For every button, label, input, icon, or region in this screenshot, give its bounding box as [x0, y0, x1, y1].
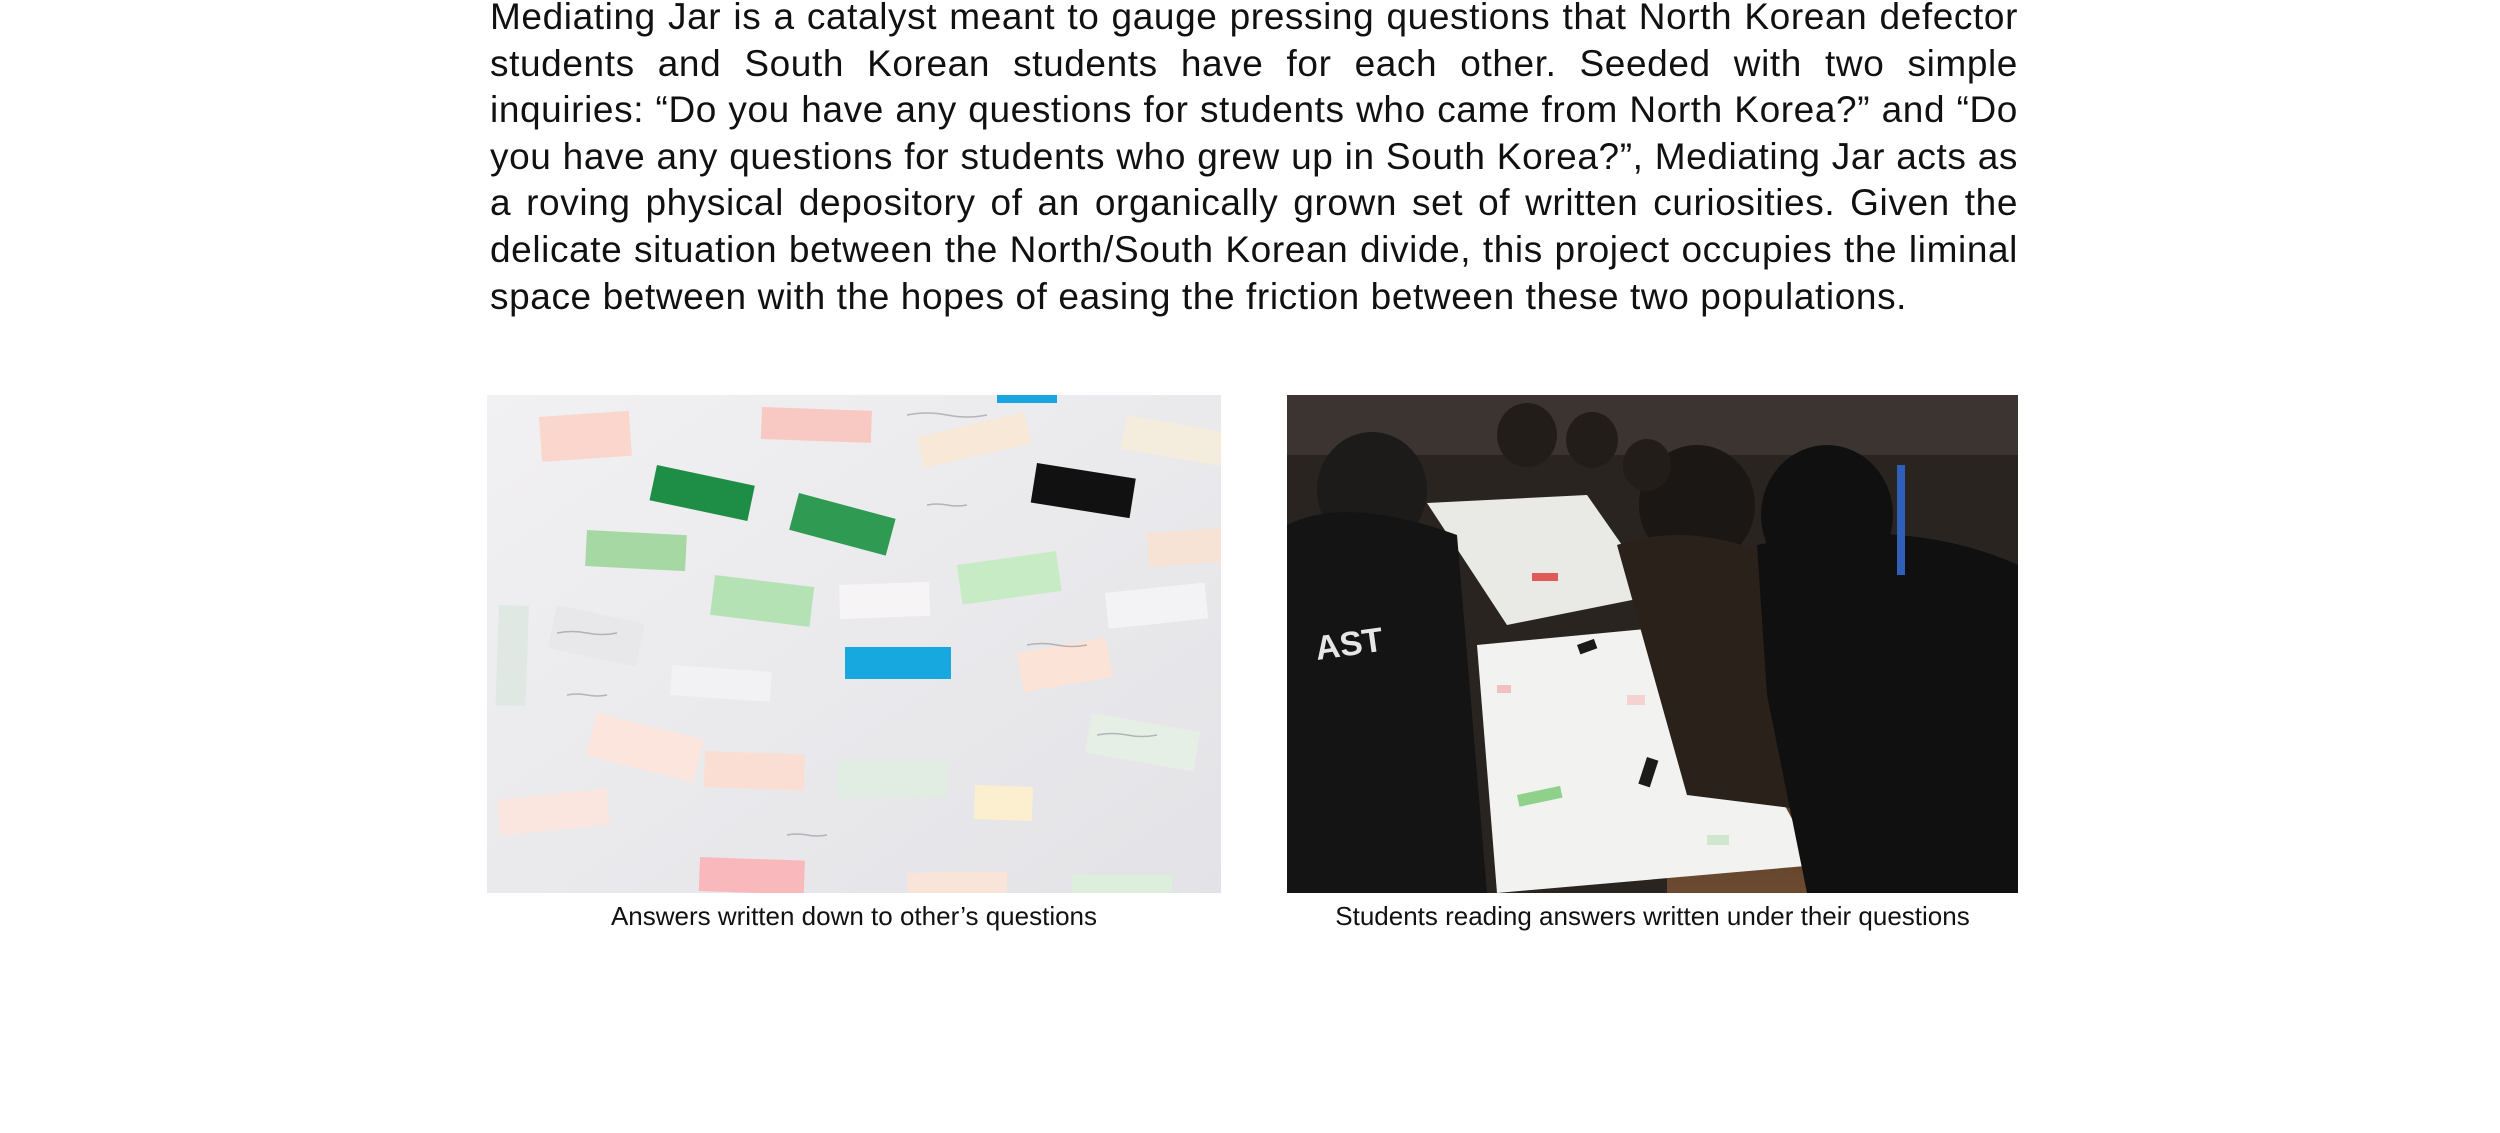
sticky-notes-photo	[487, 395, 1221, 893]
note	[699, 857, 805, 893]
note	[1147, 527, 1221, 566]
intro-paragraph: Mediating Jar is a catalyst meant to gauge pressing questions that North Korean defector students and South Korean students have for each other. Seeded with two simple inquiries: “Do you have any questions for students who came from North Korea?” and “Do you have any questions for students who grew up in South Korea?”, Mediating Jar acts as a roving physical depository of an organically grown set of written curiosities. Given the delicate situation between the North/​South Korean divide, this project occupies the liminal space between with the hopes of easing the friction between these two populations.	[490, 0, 2018, 317]
figure-students	[1287, 395, 2018, 933]
figure-caption: Students reading answers written under their questions	[1335, 901, 1970, 931]
note	[837, 759, 948, 799]
note	[704, 751, 805, 790]
note	[761, 407, 872, 443]
figure-answers	[487, 395, 1221, 933]
note	[839, 582, 930, 619]
note	[974, 785, 1033, 821]
note	[1072, 875, 1172, 893]
svg-text:AST: AST	[1312, 620, 1386, 668]
students-photo	[1287, 395, 2018, 893]
note	[585, 530, 687, 571]
note	[539, 411, 632, 462]
note	[496, 605, 529, 706]
note	[907, 871, 1008, 893]
figure-caption: Answers written down to other’s questions	[610, 901, 1098, 931]
